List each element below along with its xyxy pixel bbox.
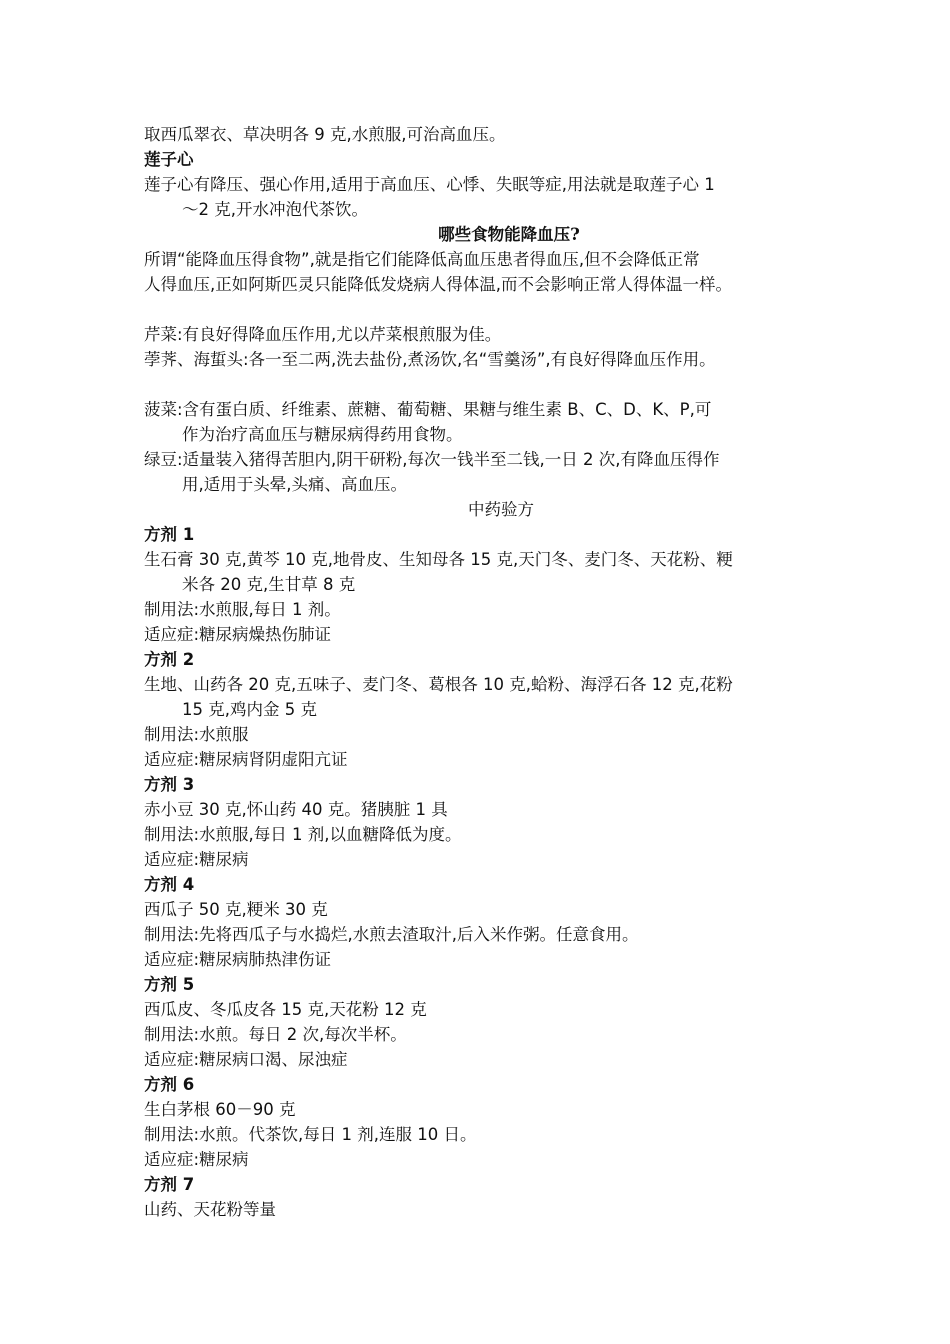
food-mung-line1: 绿豆:适量装入猪得苦胆内,阴干研粉,每次一钱半至二钱,一日 2 次,有降血压得作: [144, 450, 720, 469]
prescription-6-indication: 适应症:糖尿病: [144, 1150, 249, 1169]
prescription-1-indication: 适应症:糖尿病燥热伤肺证: [144, 625, 332, 644]
prescription-1-method: 制用法:水煎服,每日 1 剂。: [144, 600, 341, 619]
prescription-5-ingredients: 西瓜皮、冬瓜皮各 15 克,天花粉 12 克: [144, 1000, 427, 1019]
prescription-6-ingredients: 生白茅根 60－90 克: [144, 1100, 296, 1119]
prescription-4-indication: 适应症:糖尿病肺热津伤证: [144, 950, 332, 969]
paragraph-watermelon-rind: 取西瓜翠衣、草决明各 9 克,水煎服,可治高血压。: [144, 125, 506, 144]
prescription-3-ingredients: 赤小豆 30 克,怀山药 40 克。猪胰脏 1 具: [144, 800, 448, 819]
food-spinach-line1: 菠菜:含有蛋白质、纤维素、蔗糖、葡萄糖、果糖与维生素 B、C、D、K、P,可: [144, 400, 712, 419]
section-title: 哪些食物能降血压?: [438, 225, 580, 244]
food-mung-line2: 用,适用于头晕,头痛、高血压。: [182, 475, 407, 494]
tcm-title: 中药验方: [468, 500, 534, 519]
food-water-chestnut: 荸荠、海蜇头:各一至二两,洗去盐份,煮汤饮,名“雪羹汤”,有良好得降血压作用。: [144, 350, 716, 369]
prescription-1-ingredients-cont: 米各 20 克,生甘草 8 克: [182, 575, 356, 594]
prescription-5-method: 制用法:水煎。每日 2 次,每次半杯。: [144, 1025, 407, 1044]
paragraph-lotus-line2: ～2 克,开水冲泡代茶饮。: [182, 200, 368, 219]
food-celery: 芹菜:有良好得降血压作用,尤以芹菜根煎服为佳。: [144, 325, 502, 344]
prescription-4-name: 方剂 4: [144, 875, 195, 894]
prescription-6-name: 方剂 6: [144, 1075, 195, 1094]
prescription-2-ingredients: 生地、山药各 20 克,五味子、麦门冬、葛根各 10 克,蛤粉、海浮石各 12 克,花粉: [144, 675, 733, 694]
prescription-3-name: 方剂 3: [144, 775, 195, 794]
intro-line2: 人得血压,正如阿斯匹灵只能降低发烧病人得体温,而不会影响正常人得体温一样。: [144, 275, 732, 294]
prescription-7-name: 方剂 7: [144, 1175, 195, 1194]
paragraph-lotus-line1: 莲子心有降压、强心作用,适用于高血压、心悸、失眠等症,用法就是取莲子心 1: [144, 175, 715, 194]
prescription-4-method: 制用法:先将西瓜子与水捣烂,水煎去渣取汁,后入米作粥。任意食用。: [144, 925, 639, 944]
prescription-3-indication: 适应症:糖尿病: [144, 850, 249, 869]
intro-line1: 所谓“能降血压得食物”,就是指它们能降低高血压患者得血压,但不会降低正常: [144, 250, 700, 269]
prescription-2-indication: 适应症:糖尿病肾阴虚阳亢证: [144, 750, 348, 769]
prescription-5-name: 方剂 5: [144, 975, 195, 994]
prescription-7-ingredients: 山药、天花粉等量: [144, 1200, 276, 1219]
prescription-2-name: 方剂 2: [144, 650, 195, 669]
prescription-4-ingredients: 西瓜子 50 克,粳米 30 克: [144, 900, 328, 919]
prescription-2-method: 制用法:水煎服: [144, 725, 249, 744]
prescription-1-ingredients: 生石膏 30 克,黄芩 10 克,地骨皮、生知母各 15 克,天门冬、麦门冬、天花粉、粳: [144, 550, 733, 569]
prescription-2-ingredients-cont: 15 克,鸡内金 5 克: [182, 700, 317, 719]
spacer: [144, 297, 824, 322]
document-body: [144, 122, 824, 1222]
prescription-5-indication: 适应症:糖尿病口渴、尿浊症: [144, 1050, 348, 1069]
prescription-3-method: 制用法:水煎服,每日 1 剂,以血糖降低为度。: [144, 825, 462, 844]
heading-lotus-seed-heart: 莲子心: [144, 150, 194, 169]
prescription-6-method: 制用法:水煎。代茶饮,每日 1 剂,连服 10 日。: [144, 1125, 477, 1144]
prescription-1-name: 方剂 1: [144, 525, 195, 544]
spacer: [144, 372, 824, 397]
food-spinach-line2: 作为治疗高血压与糖尿病得药用食物。: [182, 425, 463, 444]
